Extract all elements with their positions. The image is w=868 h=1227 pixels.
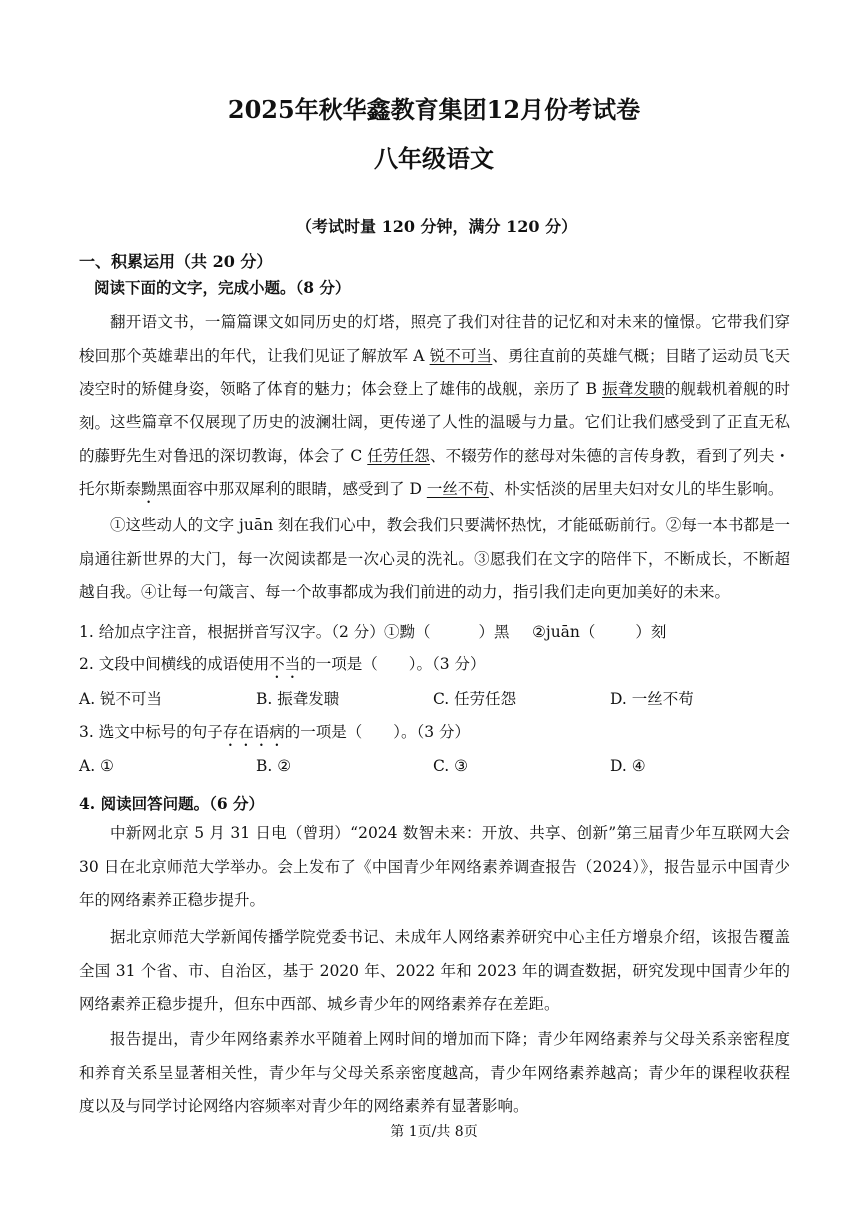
- section-instruction: 阅读下面的文字，完成小题。（8 分）: [94, 278, 351, 297]
- q2-option-b: B. 振聋发聩: [256, 690, 340, 708]
- exam-title: 2025年秋华鑫教育集团12月份考试卷: [227, 95, 641, 124]
- exam-subtitle: 八年级语文: [374, 144, 494, 173]
- idiom-d: 一丝不苟: [426, 480, 489, 498]
- q3-option-b: B. ②: [256, 757, 292, 775]
- q4-paragraph-2: 据北京师范大学新闻传播学院党委书记、未成年人网络素养研究中心主任方增泉介绍，该报告覆盖全国 31 个省、市、自治区，基于 2020 年、2022 年和 2023 年的调查数据，研究发现中国青少年的网络素养正稳步提升，但东中西部、城乡青少年的网络素养存在差距。: [79, 928, 790, 1013]
- idiom-c: 任劳任怨: [367, 446, 430, 465]
- q4-paragraph-1: 中新网北京 5 月 31 日电（曾玥）“2024 数智未来：开放、共享、创新”第三届青少年互联网大会 30 日在北京师范大学举办。会上发布了《中国青少年网络素养调查报告（2024）》，报告显示中国青少年的网络素养正稳步提升。: [79, 824, 790, 909]
- exam-info: （考试时量 120 分钟，满分 120 分）: [296, 217, 578, 236]
- question-2: 2. 文段中间横线的成语使用不当的一项是（ ）。（3 分）: [79, 655, 486, 673]
- q2-option-d: D. 一丝不苟: [610, 690, 694, 708]
- question-4-heading: 4. 阅读回答问题。（6 分）: [79, 794, 265, 813]
- question-1: 1. 给加点字注音，根据拼音写汉字。（2 分）: [79, 623, 385, 641]
- question-3: 3. 选文中标号的句子存在语病的一项是（ ）。（3 分）: [79, 723, 471, 741]
- idiom-a: 锐不可当: [429, 346, 493, 365]
- q1-item-2: ②juān（ ）刻: [532, 623, 667, 641]
- idiom-b: 振聋发聩: [602, 380, 665, 398]
- q1-item-1: ①黝（ ）黑: [384, 623, 510, 641]
- q2-option-c: C. 任劳任怨: [433, 690, 517, 708]
- dotted-char: 黝: [141, 480, 157, 498]
- q3-option-d: D. ④: [610, 757, 646, 775]
- q2-option-a: A. 锐不可当: [79, 690, 163, 708]
- passage-paragraph-2: 这些篇章不仅展现了历史的波澜壮阔，更传递了人性的温暖与力量。它们让我们感受到了正直无私的藤野先生对鲁迅的深切教诲，体会了 C 任劳任怨、不辍劳作的慈母对朱德的言传身教，看到了列夫・托尔斯泰黝黑面容中那双犀利的眼睛，感受到了 D 一丝不苟、朴实恬淡的居里夫妇对女儿的毕生影响。: [79, 413, 790, 498]
- passage-paragraph-3: ①这些动人的文字 juān 刻在我们心中，教会我们只要满怀热忱，才能砥砺前行。②每一本书都是一扇通往新世界的大门，每一次阅读都是一次心灵的洗礼。③愿我们在文字的陪伴下，不断成长，不断超越自我。④让每一句箴言、每一个故事都成为我们前进的动力，指引我们走向更加美好的未来。: [79, 516, 790, 601]
- q4-paragraph-3: 报告提出，青少年网络素养水平随着上网时间的增加而下降；青少年网络素养与父母关系亲密程度和养育关系呈显著相关性，青少年与父母关系亲密度越高，青少年网络素养越高；青少年的课程收获程度以及与同学讨论网络内容频率对青少年的网络素养有显著影响。: [79, 1030, 790, 1115]
- q3-option-a: A. ①: [79, 757, 114, 775]
- section-heading: 一、积累运用（共 20 分）: [79, 252, 273, 271]
- q3-option-c: C. ③: [433, 757, 469, 775]
- passage-paragraph-1: 翻开语文书，一篇篇课文如同历史的灯塔，照亮了我们对往昔的记忆和对未来的憧憬。它带我们穿梭回那个英雄辈出的年代，让我们见证了解放军 A 锐不可当、勇往直前的英雄气概；目睹了运动员飞天凌空时的矫健身姿，领略了体育的魅力；体会登上了雄伟的战舰，亲历了 B 振聋发聩的舰载机着舰的时刻。: [79, 313, 790, 432]
- page-number: 第 1页/共 8页: [390, 1124, 478, 1140]
